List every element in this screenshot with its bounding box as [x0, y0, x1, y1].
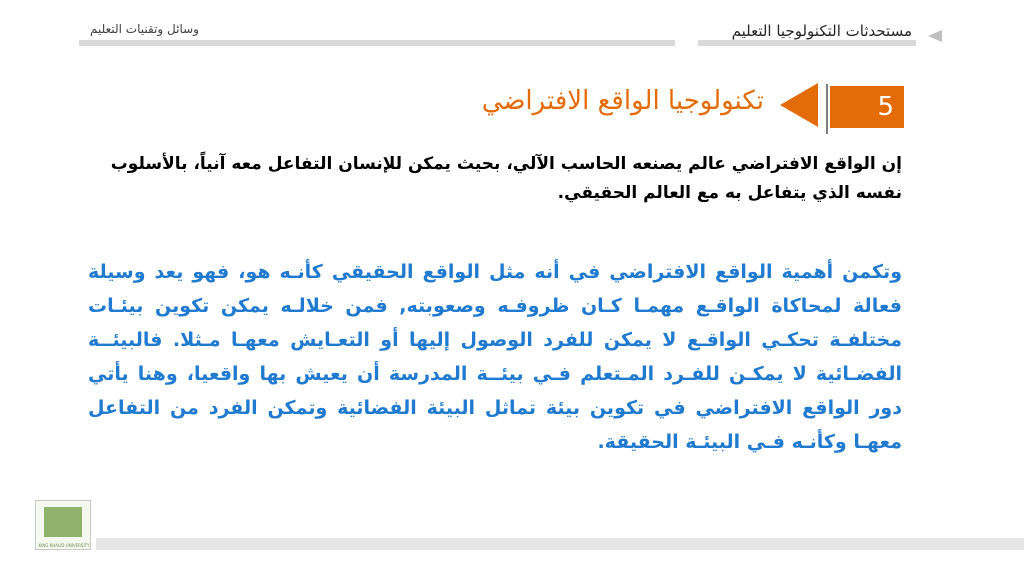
logo-caption: KING KHALID UNIVERSITY [38, 543, 90, 548]
title-arrow-icon [780, 83, 818, 127]
university-logo [35, 500, 91, 550]
slide-number-badge: 5 [830, 86, 904, 128]
importance-paragraph: وتكمن أهمية الواقع الافتراضي في أنه مثل الواقع الحقيقي كأنـه هو، فهو يعد وسيلة فعالة لمحاكاة الواقـع مهمـا كـان ظروفـه وصعوبته, فمن خلالـه يمكن تكوين بيئـات مختلفـة تحكـي الواقـع لا يمكن للفرد الوصول إليها أو التعـايش معهـا مـثلا. فالبيئــة الفضـائية لا يمكـن للفـرد المـتعلم فـي بيئــة المدرسة أن يعيش بها واقعيا، وهنا يأتي دور الواقع الافتراضي في تكوين بيئة تماثل البيئة الفضائية وتمكن الفرد من التفاعل معهـا وكأنـه فـي البيئـة الحقيقة. [88, 261, 902, 453]
logo-emblem-icon [44, 507, 82, 537]
header-divider-left [79, 40, 675, 46]
footer-bar [96, 538, 1024, 550]
back-arrow-icon[interactable] [928, 30, 942, 42]
course-title: وسائل وتقنيات التعليم [90, 22, 199, 36]
header-divider-right [698, 40, 916, 46]
title-divider [826, 84, 828, 134]
section-title: مستحدثات التكنولوجيا التعليم [731, 22, 912, 40]
slide-title: تكنولوجيا الواقع الافتراضي [481, 86, 764, 116]
definition-paragraph: إن الواقع الافتراضي عالم يصنعه الحاسب الآلي، بحيث يمكن للإنسان التفاعل معه آنياً، بالأسلوب نفسه الذي يتفاعل به مع العالم الحقيقي. [110, 154, 902, 203]
